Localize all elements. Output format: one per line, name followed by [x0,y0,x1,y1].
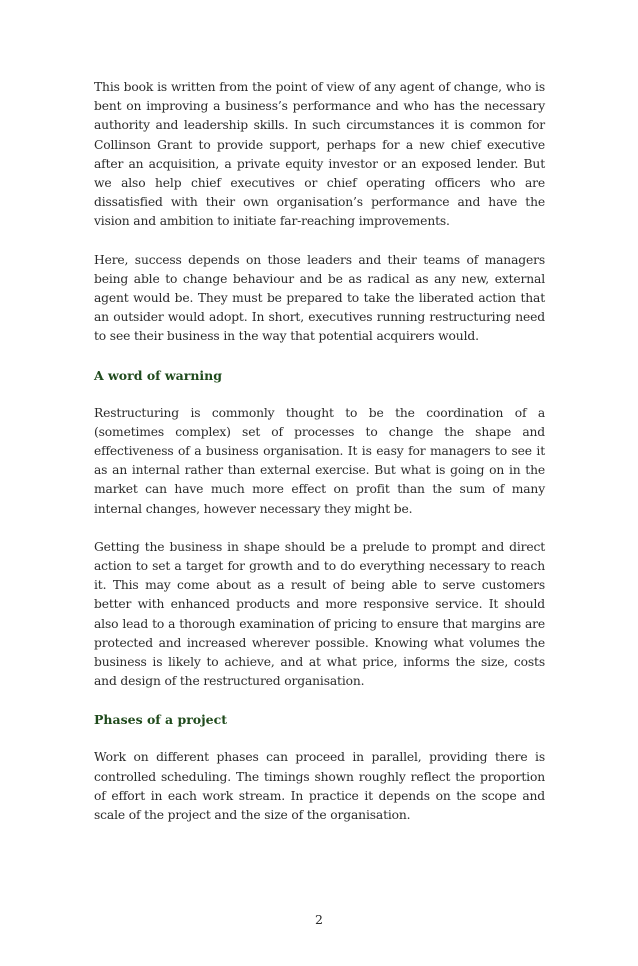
paragraph-intro: This book is written from the point of view of any agent of change, who is bent on improving a business’s performance and who has the necessary authority and leadership skills. In such circumstances it is common for Collinson Grant to provide support, perhaps for a new chief executive after an acquisition, a private equity investor or an exposed lender. But we also help chief executives or chief operating officers who are dissatisfied with their own organisation’s performance and have the vision and ambition to initiate far-reaching improvements. [94,80,545,229]
spacer [94,385,545,404]
paragraph-success: Here, success depends on those leaders and their teams of managers being able to change behaviour and be as radical as any new, external agent would be. They must be prepared to take the liberated action that an outsider would adopt. In short, executives running restructuring need to see their business in the way that potential acquirers would. [94,252,545,344]
spacer [94,232,545,251]
spacer [94,347,545,366]
heading-word-of-warning: A word of warning [94,367,223,383]
spacer [94,729,545,748]
spacer [94,691,545,710]
paragraph-getting-in-shape: Getting the business in shape should be a prelude to prompt and direct action to set a target for growth and to do everything necessary to reach it. This may come about as a result of being able to serve customers better with enhanced products and more responsive service. It should also lead to a thorough examination of pricing to ensure that margins are protected and increased wherever possible. Knowing what volumes the business is likely to achieve, and at what price, informs the size, costs and design of the restructured organisation. [94,539,545,689]
spacer [94,519,545,538]
page-body [94,78,545,825]
paragraph-restructuring: Restructuring is commonly thought to be the coordination of a (sometimes complex) set of processes to change the shape and effectiveness of a business organisation. It is easy for managers to see it as an internal rather than external exercise. But what is going on in the market can have much more effect on profit than the sum of many internal changes, however necessary they might be. [94,405,545,516]
page-number: 2 [315,912,323,927]
paragraph-phases: Work on different phases can proceed in parallel, providing there is controlled scheduling. The timings shown roughly reflect the proportion of effort in each work stream. In practice it depends on the scope and scale of the project and the size of the organisation. [94,750,545,823]
heading-phases-of-a-project: Phases of a project [94,712,228,728]
